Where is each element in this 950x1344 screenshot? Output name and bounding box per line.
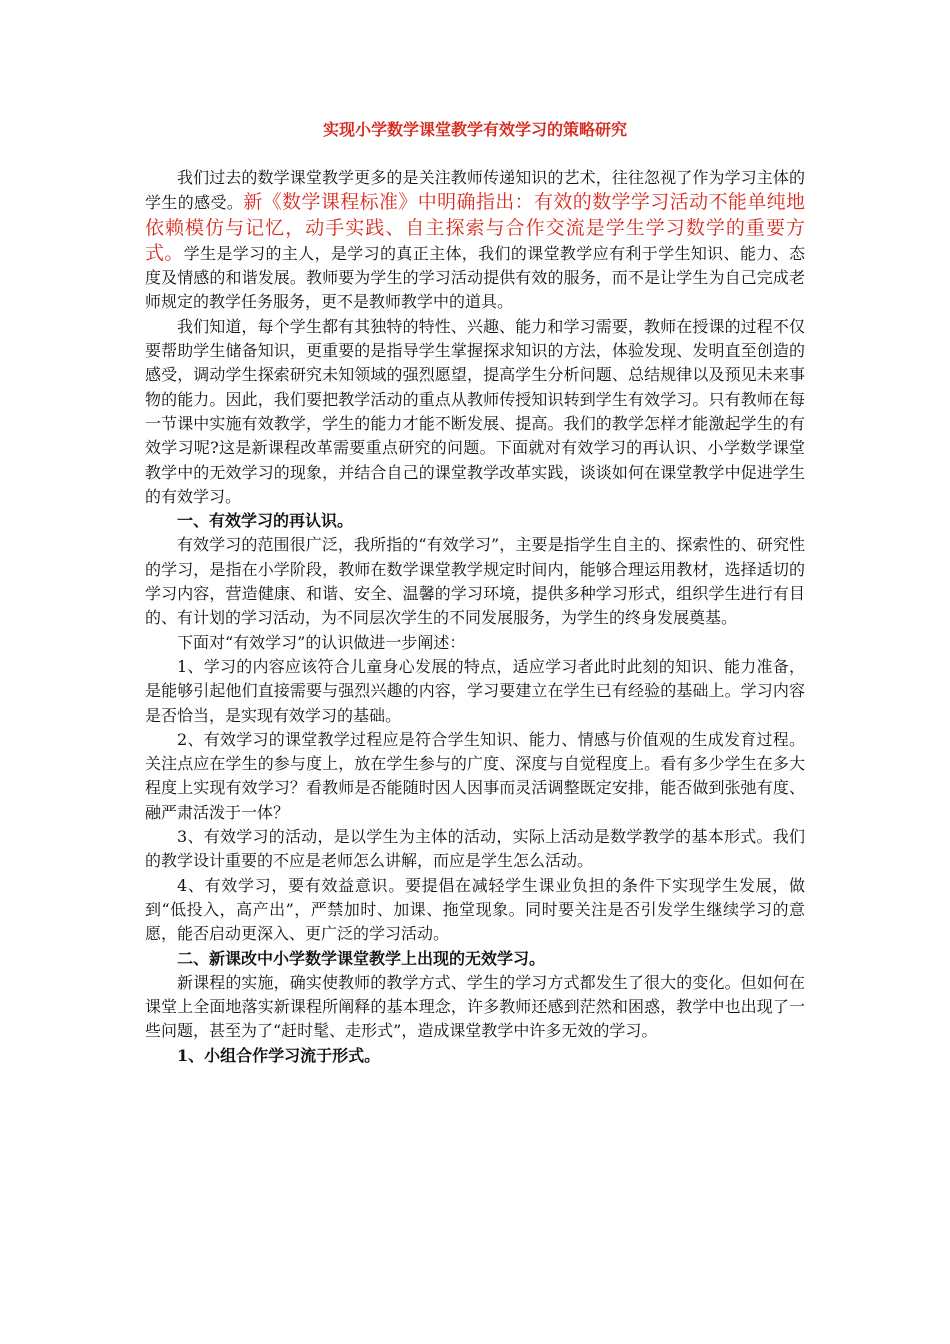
section-2-paragraph-1: 新课程的实施，确实使教师的教学方式、学生的学习方式都发生了很大的变化。但如何在课堂上全面地落实新课程所阐释的基本理念，许多教师还感到茫然和困惑，教学中也出现了一些问题，甚至为了“赶时髦、走形式”，造成课堂教学中许多无效的学习。 (145, 972, 805, 1041)
section-1-paragraph-1: 有效学习的范围很广泛，我所指的“有效学习”，主要是指学生自主的、探索性的、研究性的学习，是指在小学阶段，教师在数学课堂教学规定时间内，能够合理运用教材，选择适切的学习内容，营造健康、和谐、安全、温馨的学习环境，提供多种学习形式，组织学生进行有目的、有计划的学习活动，为不同层次学生的不同发展服务，为学生的终身发展奠基。 (145, 535, 805, 628)
section-1-item-4: 4、有效学习，要有效益意识。要提倡在减轻学生课业负担的条件下实现学生发展，做到“低投入，高产出”，严禁加时、加课、拖堂现象。同时要关注是否引发学生继续学习的意愿，能否启动更深入、更广泛的学习活动。 (145, 875, 805, 944)
document-title: 实现小学数学课堂教学有效学习的策略研究 (322, 120, 627, 139)
section-1-item-2: 2、有效学习的课堂教学过程应是符合学生知识、能力、情感与价值观的生成发育过程。关注点应在学生的参与度上，放在学生参与的广度、深度与自觉程度上。看有多少学生在多大程度上实现有效学习？看教师是否能随时因人因事而灵活调整既定安排，能否做到张弛有度、融严肃活泼于一体？ (145, 729, 805, 822)
section-1-item-1: 1、学习的内容应该符合儿童身心发展的特点，适应学习者此时此刻的知识、能力准备，是能够引起他们直接需要与强烈兴趣的内容，学习要建立在学生已有经验的基础上。学习内容是否恰当，是实现有效学习的基础。 (145, 656, 805, 725)
section-2-heading: 二、新课改中小学数学课堂教学上出现的无效学习。 (177, 948, 546, 968)
highlighted-quote: 新《数学课程标准》中明确指出：有效的数学学习活动不能单纯地依赖模仿与记忆，动手实践、自主探索与合作交流是学生学习数学的重要方式。 (145, 191, 805, 264)
section-2-subheading-1: 1、小组合作学习流于形式。 (177, 1045, 381, 1065)
intro-paragraph-2: 我们知道，每个学生都有其独特的特性、兴趣、能力和学习需要，教师在授课的过程不仅要帮助学生储备知识，更重要的是指导学生掌握探求知识的方法，体验发现、发明直至创造的感受，调动学生探索研究未知领域的强烈愿望，提高学生分析问题、总结规律以及预见未来事物的能力。因此，我们要把教学活动的重点从教师传授知识转到学生有效学习。只有教师在每一节课中实施有效教学，学生的能力才能不断发展、提高。我们的教学怎样才能激起学生的有效学习呢?这是新课程改革需要重点研究的问题。下面就对有效学习的再认识、小学数学课堂教学中的无效学习的现象，并结合自己的课堂教学改革实践，谈谈如何在课堂教学中促进学生的有效学习。 (145, 316, 805, 506)
section-1-item-3: 3、有效学习的活动，是以学生为主体的活动，实际上活动是数学教学的基本形式。我们的教学设计重要的不应是老师怎么讲解，而应是学生怎么活动。 (145, 827, 805, 871)
document-page (145, 120, 805, 1068)
section-1-paragraph-2: 下面对“有效学习”的认识做进一步阐述： (177, 632, 466, 652)
intro-text-after: 学生是学习的主人，是学习的真正主体，我们的课堂教学应有利于学生知识、能力、态度及情感的和谐发展。教师要为学生的学习活动提供有效的服务，而不是让学生为自己完成老师规定的教学任务服务，更不是教师教学中的道具。 (145, 243, 805, 312)
section-1-heading: 一、有效学习的再认识。 (177, 511, 354, 531)
intro-paragraph-1 (145, 166, 805, 315)
intro-text-before: 我们过去的数学课堂教学更多的是关注教师传递知识的艺术，往往忽视了作为学习主体的学生的感受。 (145, 168, 805, 213)
